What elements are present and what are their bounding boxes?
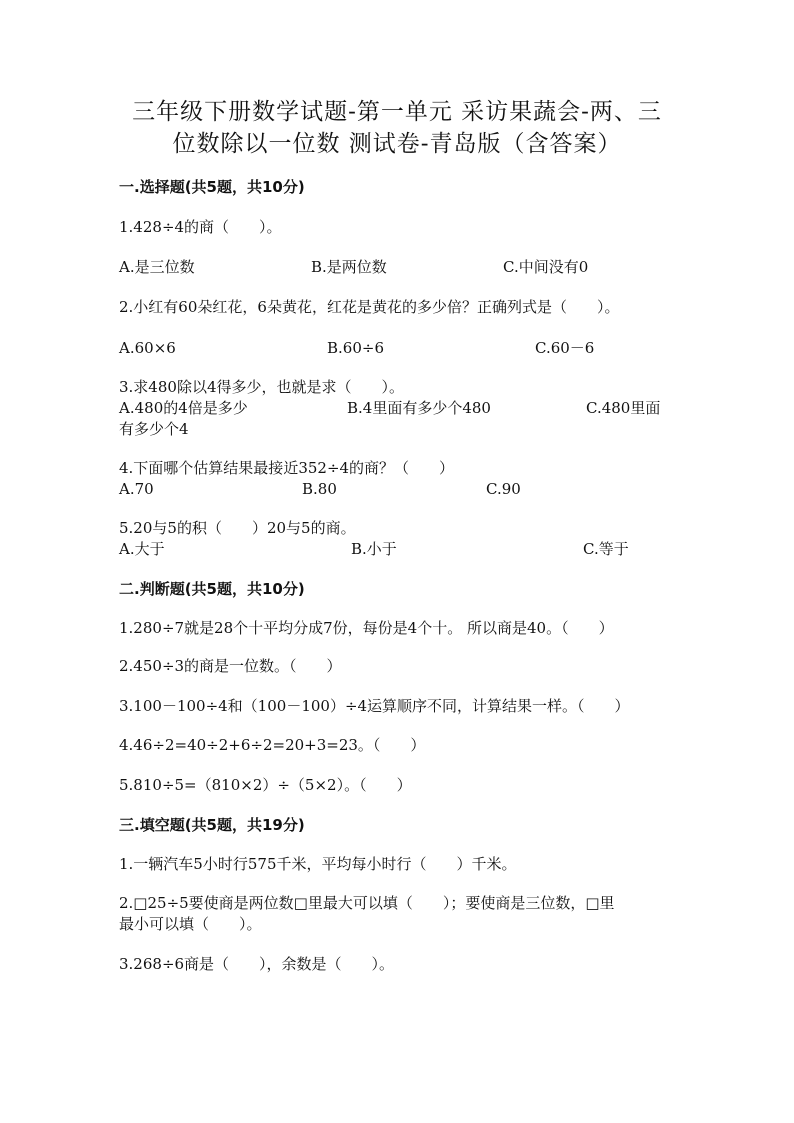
- question-stem: 5.20与5的积（ ）20与5的商。: [119, 519, 356, 537]
- answer-option: C.等于: [583, 540, 629, 558]
- answer-option: C.480里面: [586, 399, 661, 417]
- answer-option: A.是三位数: [119, 258, 195, 276]
- question-stem: 2.小红有60朵红花，6朵黄花，红花是黄花的多少倍？正确列式是（ ）。: [119, 298, 620, 316]
- answer-option: C.60－6: [535, 339, 595, 357]
- question-stem: 3.求480除以4得多少，也就是求（ ）。: [119, 378, 404, 396]
- question-stem-wrap: 最小可以填（ ）。: [119, 915, 262, 933]
- answer-option: A.60×6: [119, 339, 176, 357]
- question-stem: 4.下面哪个估算结果最接近352÷4的商？（ ）: [119, 459, 455, 477]
- answer-option: B.是两位数: [311, 258, 387, 276]
- page-title-line-1: 三年级下册数学试题-第一单元 采访果蔬会-两、三: [132, 99, 662, 125]
- answer-option: C.90: [486, 480, 521, 498]
- answer-option: B.4里面有多少个480: [347, 399, 491, 417]
- answer-option: A.70: [119, 480, 154, 498]
- question-stem: 1.280÷7就是28个十平均分成7份，每份是4个十。 所以商是40。（ ）: [119, 619, 614, 637]
- answer-option: A.大于: [119, 540, 165, 558]
- section-heading-choice: 一.选择题(共5题，共10分): [119, 178, 305, 196]
- question-stem: 1.一辆汽车5小时行575千米，平均每小时行（ ）千米。: [119, 855, 517, 873]
- answer-option: C.中间没有0: [503, 258, 589, 276]
- question-stem: 2.□25÷5要使商是两位数□里最大可以填（ ）；要使商是三位数，□里: [119, 894, 615, 912]
- question-stem: 1.428÷4的商（ ）。: [119, 218, 282, 236]
- answer-option: B.60÷6: [327, 339, 384, 357]
- section-heading-judge: 二.判断题(共5题，共10分): [119, 580, 305, 598]
- answer-option-wrap: 有多少个4: [119, 420, 189, 438]
- question-stem: 5.810÷5=（810×2）÷（5×2）。（ ）: [119, 776, 412, 794]
- question-stem: 3.100－100÷4和（100－100）÷4运算顺序不同，计算结果一样。（ ）: [119, 697, 630, 715]
- answer-option: B.80: [302, 480, 337, 498]
- answer-option: B.小于: [351, 540, 397, 558]
- page-title-line-2: 位数除以一位数 测试卷-青岛版（含答案）: [172, 131, 622, 157]
- section-heading-fill: 三.填空题(共5题，共19分): [119, 816, 305, 834]
- answer-option: A.480的4倍是多少: [119, 399, 248, 417]
- question-stem: 3.268÷6商是（ ），余数是（ ）。: [119, 955, 395, 973]
- question-stem: 2.450÷3的商是一位数。（ ）: [119, 657, 342, 675]
- question-stem: 4.46÷2=40÷2+6÷2=20+3=23。（ ）: [119, 736, 426, 754]
